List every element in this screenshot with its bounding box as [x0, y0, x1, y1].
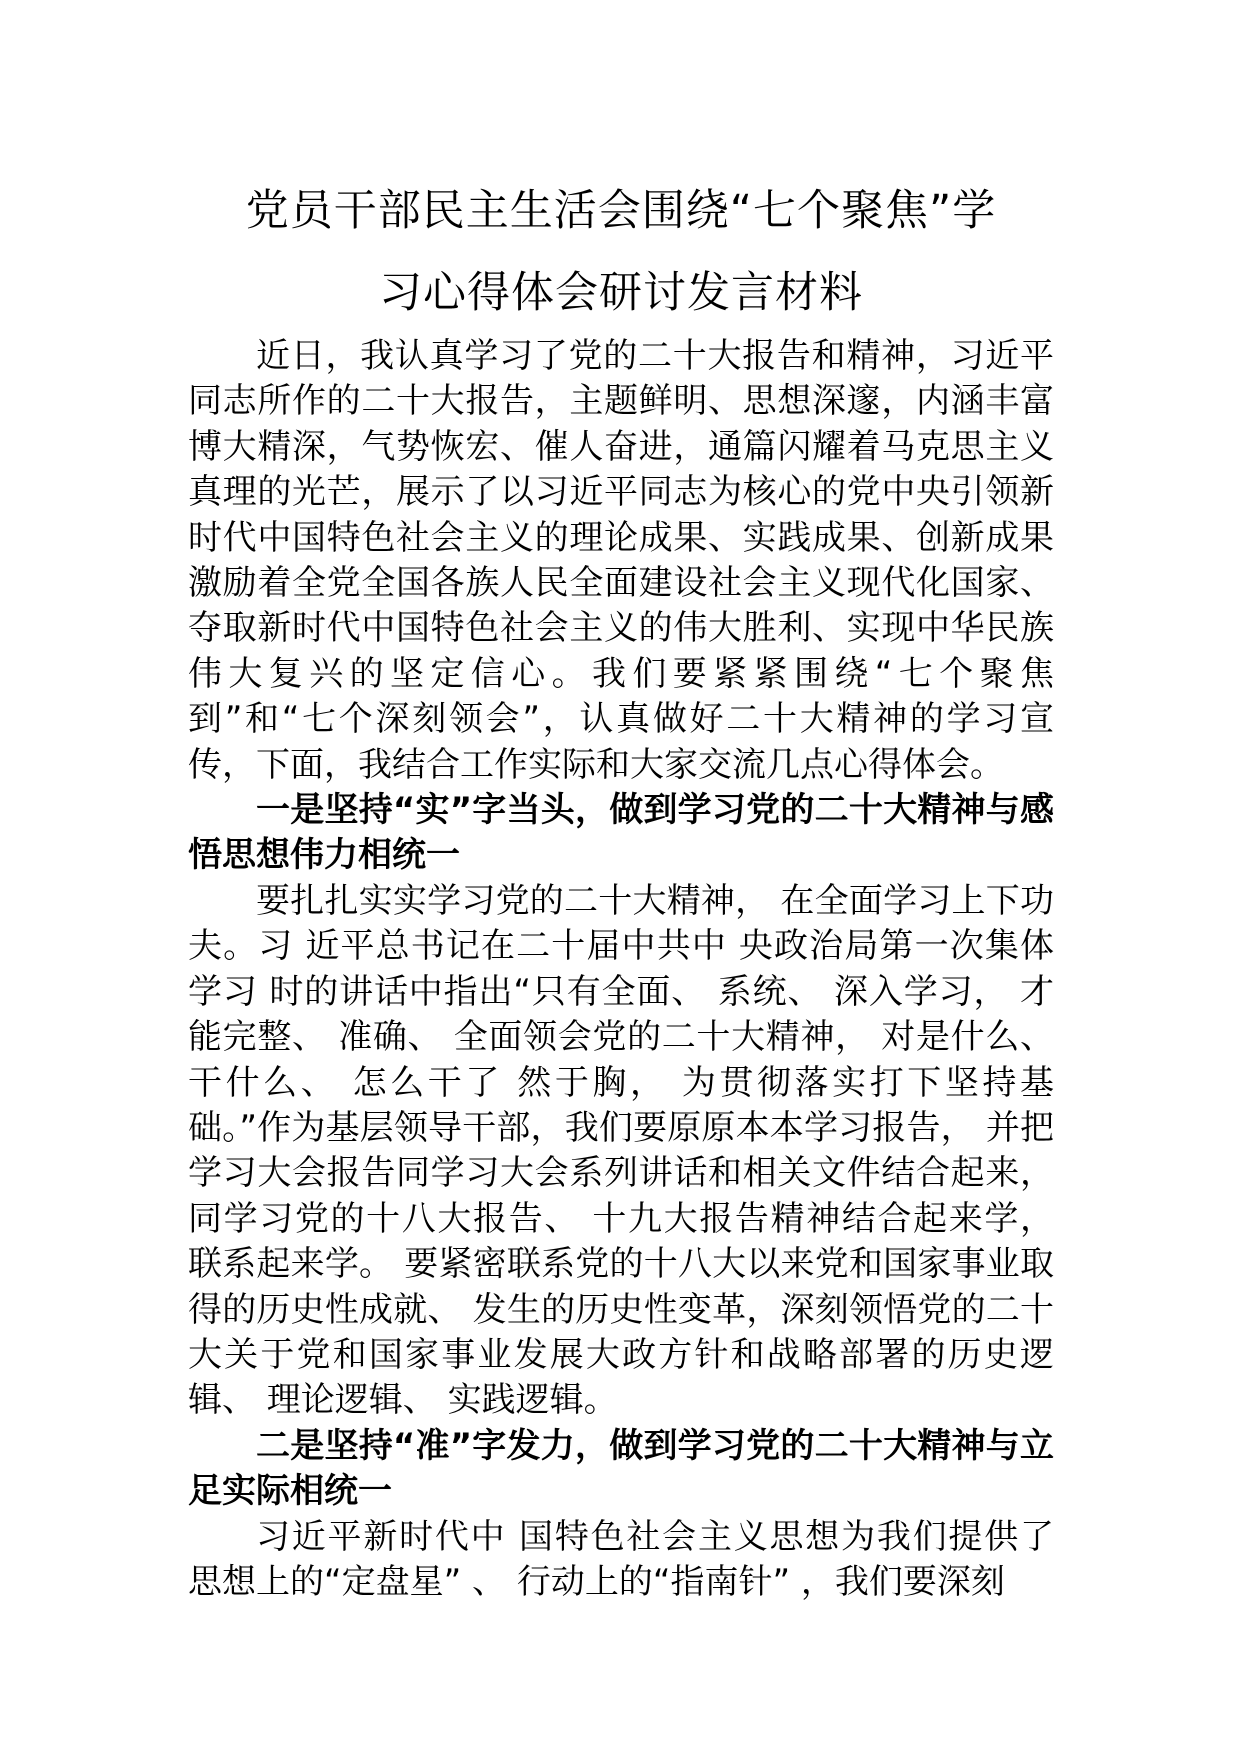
section-body-2: 习近平新时代中 国特色社会主义思想为我们提供了 思想上的“定盘星” 、 行动上的“指南针” ，我们要深刻: [188, 1516, 1054, 1602]
title-line-1: 党员干部民主生活会围绕“七个聚焦”学: [245, 186, 997, 236]
section-heading-2: 二是坚持“准”字发力，做到学习党的二十大精神与立足实际相统一: [188, 1425, 1054, 1512]
document-title: [188, 170, 1054, 334]
document-page: [188, 170, 1054, 1605]
intro-paragraph: 近日，我认真学习了党的二十大报告和精神，习近平同志所作的二十大报告，主题鲜明、思想深邃，内涵丰富博大精深，气势恢宏、催人奋进，通篇闪耀着马克思主义真理的光芒，展示了以习近平同志为核心的党中央引领新时代中国特色社会主义的理论成果、实践成果、创新成果激励着全党全国各族人民全面建设社会主义现代化国家、夺取新时代中国特色社会主义的伟大胜利、实现中华民族伟大复兴的坚定信心。我们要紧紧围绕“七个聚焦到”和“七个深刻领会”，认真做好二十大精神的学习宣传，下面，我结合工作实际和大家交流几点心得体会。: [188, 336, 1054, 785]
title-line-2: 习心得体会研讨发言材料: [379, 268, 863, 318]
section-body-1: 要扎扎实实学习党的二十大精神， 在全面学习上下功夫。习 近平总书记在二十届中共中 央政治局第一次集体学习 时的讲话中指出“只有全面、 系统、 深入学习， 才能完整、 准确、 全面领会党的二十大精神， 对是什么、 干什么、 怎么干了 然于胸， 为贯彻落实打下坚持基础。”作为基层领导干部，我们要原原本本学习报告， 并把学习大会报告同学习大会系列讲话和相关文件结合起来， 同学习党的十八大报告、 十九大报告精神结合起来学， 联系起来学。 要紧密联系党的十八大以来党和国家事业取得的历史性成就、 发生的历史性变革，深刻领悟党的二十大关于党和国家事业发展大政方针和战略部署的历史逻辑、 理论逻辑、 实践逻辑。: [188, 880, 1054, 1421]
section-heading-1: 一是坚持“实”字当头，做到学习党的二十大精神与感悟思想伟力相统一: [188, 790, 1054, 876]
